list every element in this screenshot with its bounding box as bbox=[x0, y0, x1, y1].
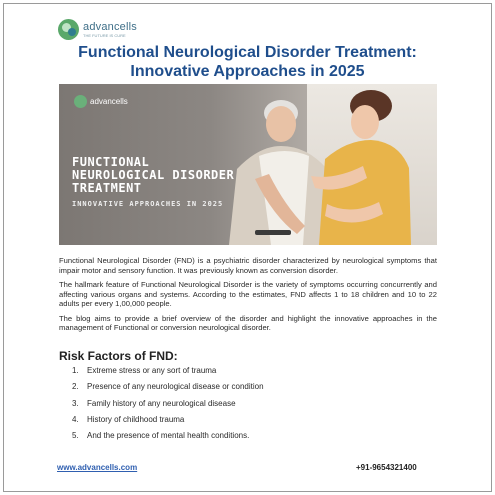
brand-name: advancells bbox=[83, 20, 137, 33]
paragraph: The blog aims to provide a brief overview of the disorder and highlight the innovative approaches in the management of Functional or conversion neurological disorder. bbox=[59, 313, 437, 332]
paragraph: Functional Neurological Disorder (FND) is a psychiatric disorder characterized by neurological symptoms that impair motor and sensory function. It was previously known as conversion disorder. bbox=[59, 256, 437, 275]
list-item: 3. Family history of any neurological disease bbox=[72, 398, 236, 408]
title-line-2: Innovative Approaches in 2025 bbox=[130, 63, 365, 80]
brand-logo[interactable] bbox=[58, 19, 137, 40]
banner-logo: advancells bbox=[74, 95, 128, 108]
brand-tagline: THE FUTURE IS CURE bbox=[83, 32, 126, 38]
document-title bbox=[40, 43, 455, 81]
list-item: 2. Presence of any neurological disease or condition bbox=[72, 382, 264, 392]
intro-paragraphs bbox=[59, 256, 437, 338]
list-item: 1. Extreme stress or any sort of trauma bbox=[72, 366, 217, 375]
list-item: 5. And the presence of mental health conditions. bbox=[72, 431, 250, 441]
list-item: 4. History of childhood trauma bbox=[72, 414, 185, 424]
banner-subtitle: INNOVATIVE APPROACHES IN 2025 bbox=[72, 200, 224, 208]
banner-title: FUNCTIONAL NEUROLOGICAL DISORDER TREATMENT bbox=[72, 155, 235, 195]
paragraph: The hallmark feature of Functional Neurological Disorder is the variety of symptoms occurring concurrently and affecting various organs and systems. According to the estimates, FND affects 1 to 18 children and 10 to 22 adults per every 1,00,000 people. bbox=[59, 280, 437, 308]
risk-factors-list bbox=[72, 367, 264, 448]
phone-number: +91-9654321400 bbox=[356, 463, 417, 472]
title-line-1: Functional Neurological Disorder Treatment: bbox=[78, 44, 417, 61]
website-link[interactable]: www.advancells.com bbox=[57, 463, 138, 472]
risk-factors-heading: Risk Factors of FND: bbox=[59, 349, 178, 363]
banner-logo-icon bbox=[74, 95, 87, 108]
logo-icon bbox=[58, 19, 79, 40]
hero-banner-image bbox=[59, 84, 437, 245]
